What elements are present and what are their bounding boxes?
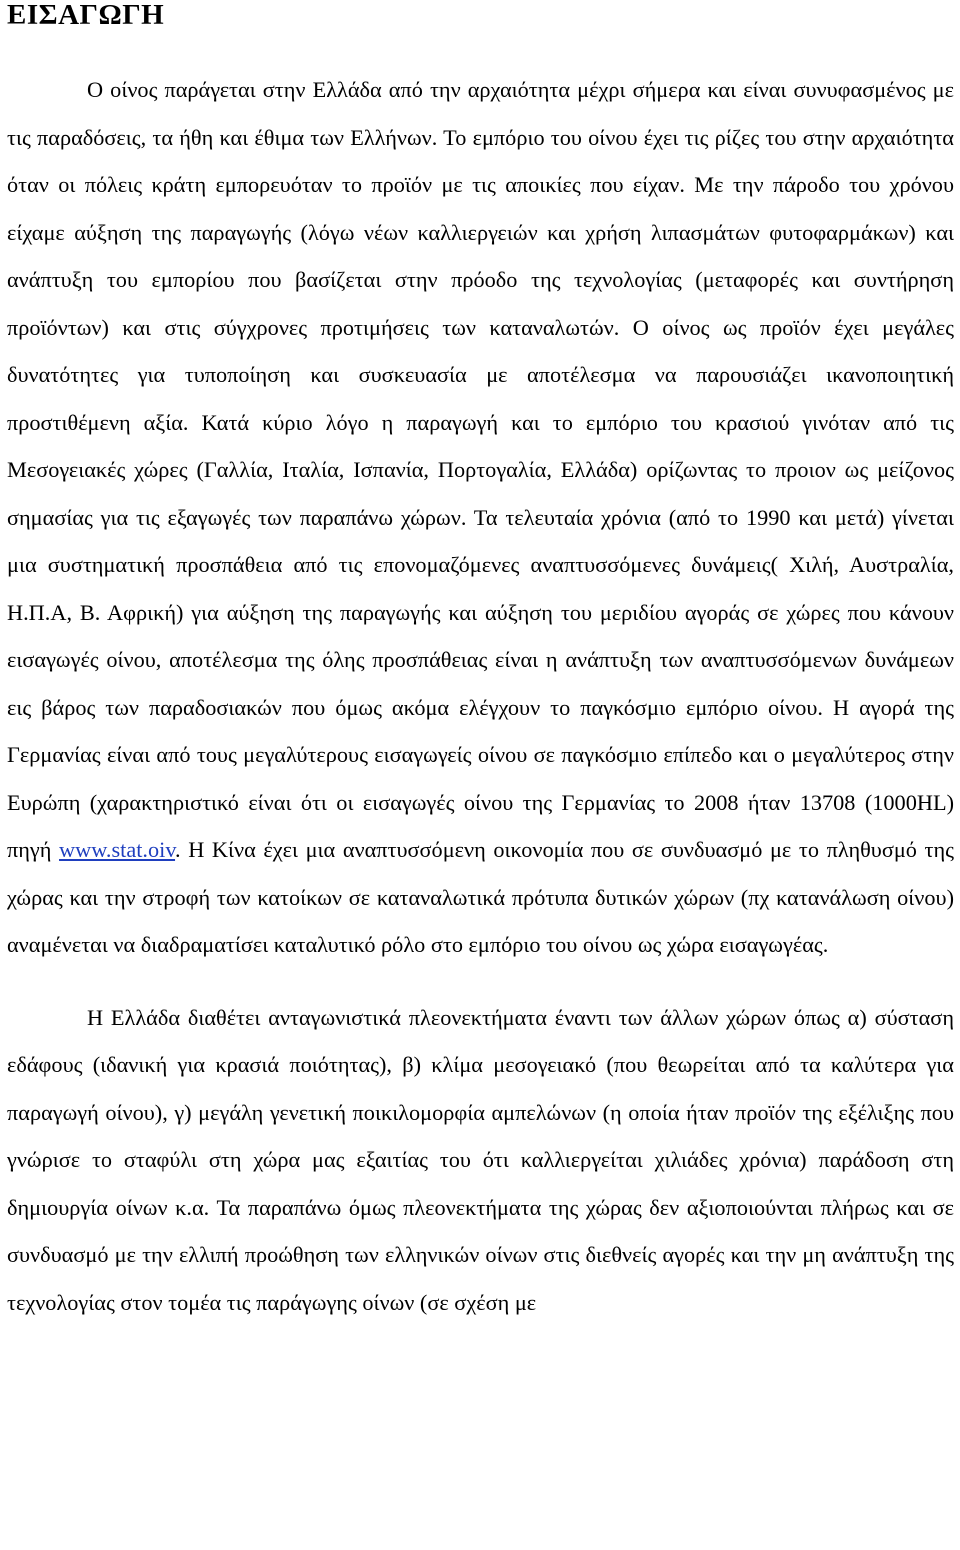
paragraph-1-text-start: Ο οίνος παράγεται στην Ελλάδα από την αρχαιότητα μέχρι σήμερα και είναι συνυφασμένος με τις παραδόσεις, τα ήθη και έθιμα των Ελλήνων. Το εμπόριο του οίνου έχει τις ρίζες του στην αρχαιότητα όταν οι πόλεις κράτη εμπορευόταν το προϊόν με τις αποικίες που είχαν. Με την πάροδο του χρόνου είχαμε αύξηση της παραγωγής (λόγω νέων καλλιεργειών και χρήση λιπασμάτων φυτοφαρμάκων) και ανάπτυξη του εμπορίου που βασίζεται στην πρόοδο της τεχνολογίας (μεταφορές και συντήρηση προϊόντων) και στις σύγχρονες προτιμήσεις των καταναλωτών. Ο οίνος ως προϊόν έχει μεγάλες δυνατότητες για τυποποίηση και συσκευασία με αποτέλεσμα να παρουσιάζει ικανοποιητική προστιθέμενη αξία. Κατά κύριο λόγο η παραγωγή και το εμπόριο του κρασιού γινόταν από τις Μεσογειακές χώρες (Γαλλία, Ιταλία, Ισπανία, Πορτογαλία, Ελλάδα) ορίζωντας το προιον ως μείζονος σημασίας για τις εξαγωγές των παραπάνω χώρων. Τα τελευταία χρόνια (από το 1990 και μετά) γίνεται μια συστηματική προσπάθεια από τις επονομαζόμενες αναπτυσσόμενες δυνάμεις( Χιλή, Αυστραλία, Η.Π.Α, Β. Αφρική) για αύξηση της παραγωγής και αύξηση του μεριδίου αγοράς σε χώρες που κάνουν εισαγωγές οίνου, αποτέλεσμα της όλης προσπάθειας είναι η ανάπτυξη των αναπτυσσόμενων δυνάμεων εις βάρος των παραδοσιακών που όμως ακόμα ελέγχουν το παγκόσμιο εμπόριο οίνου. Η αγορά της Γερμανίας είναι από τους μεγαλύτερους εισαγωγείς οίνου σε παγκόσμιο επίπεδο και ο μεγαλύτερος στην Ευρώπη (χαρακτηριστικό είναι ότι οι εισαγωγές οίνου της Γερμανίας το 2008 ήταν 13708 (1000HL) πηγή <box>7 77 954 862</box>
paragraph-advantages: Η Ελλάδα διαθέτει ανταγωνιστικά πλεονεκτήματα έναντι των άλλων χώρων όπως α) σύσταση εδάφους (ιδανική για κρασιά ποιότητας), β) κλίμα μεσογειακό (που θεωρείται από τα καλύτερα για παραγωγή οίνου), γ) μεγάλη γενετική ποικιλομορφία αμπελώνων (η οποία ήταν προϊόν της εξέλιξης που γνώρισε το σταφύλι στη χώρα μας εξαιτίας του ότι καλλιεργείται χιλιάδες χρόνια) παράδοση στη δημιουργία οίνων κ.α. Τα παραπάνω όμως πλεονεκτήματα της χώρας δεν αξιοποιούνται πλήρως και σε συνδυασμό με την ελλιπή προώθηση των ελληνικών οίνων στις διεθνείς αγορές και την μη ανάπτυξη της τεχνολογίας στον τομέα τις παράγωγης οίνων (σε σχέση με <box>7 1004 954 1315</box>
section-heading: ΕΙΣΑΓΩΓΗ <box>7 0 165 31</box>
paragraph-1-text-end: . Η Κίνα έχει μια αναπτυσσόμενη οικονομία που σε συνδυασμό με το πληθυσμό της χώρας και την στροφή των κατοίκων σε καταναλωτικά πρότυπα δυτικών χώρων (πχ κατανάλωση οίνου) αναμένεται να διαδραματίσει καταλυτικό ρόλο στο εμπόριο του οίνου ως χώρα εισαγωγέας. <box>7 837 954 957</box>
source-link[interactable]: www.stat.oiv <box>59 837 176 862</box>
paragraph-introduction <box>7 66 954 969</box>
document-page <box>7 0 954 1326</box>
